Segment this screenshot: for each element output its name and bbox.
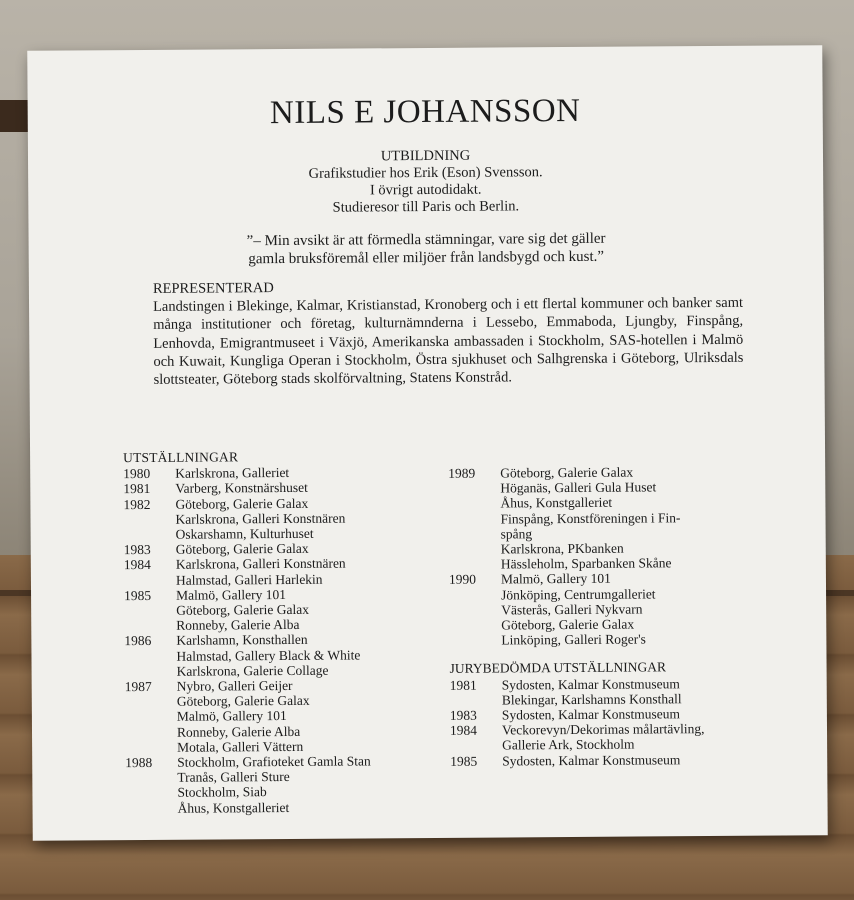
exhibition-entry	[449, 570, 780, 648]
exhibition-year: 1984	[123, 557, 151, 573]
exhibition-places	[502, 721, 780, 753]
education-line: Grafikstudier hos Erik (Eson) Svensson.	[308, 164, 543, 182]
exhibition-entry	[450, 675, 780, 708]
exhibition-venue: Karlskrona, Galerie Collage	[176, 662, 329, 679]
exhibitions-list-left	[123, 464, 445, 816]
quote-line: ”– Min avsikt är att förmedla stämningar, vare sig det gäller	[246, 230, 606, 250]
exhibition-places	[177, 753, 445, 816]
exhibition-venue: Halmstad, Gallery Black & White	[176, 647, 361, 664]
exhibition-venue: Göteborg, Galerie Galax	[501, 616, 635, 633]
exhibition-entry	[124, 631, 444, 679]
exhibition-entry	[450, 721, 780, 754]
exhibitions-left-column	[123, 448, 446, 816]
juried-heading: JURYBEDÖMDA UTSTÄLLNINGAR	[449, 659, 667, 677]
exhibition-venue: Västerås, Galleri Nykvarn	[501, 601, 643, 618]
exhibition-places	[501, 570, 780, 648]
education-section	[28, 145, 823, 219]
exhibition-places	[177, 677, 446, 755]
exhibitions-heading: UTSTÄLLNINGAR	[123, 449, 239, 466]
exhibition-venue: Oskarshamn, Kulturhuset	[175, 525, 314, 542]
exhibition-venue: Karlskrona, PKbanken	[500, 540, 624, 557]
exhibition-venue: Varberg, Konstnärshuset	[175, 480, 308, 497]
exhibition-venue: Linköping, Galleri Roger's	[501, 631, 646, 648]
exhibition-entry	[124, 555, 444, 588]
exhibition-entry	[450, 751, 780, 769]
exhibition-venue: Ronneby, Galerie Alba	[176, 723, 301, 740]
exhibition-venue: Sydosten, Kalmar Konstmuseum	[502, 751, 681, 769]
exhibition-venue: Nybro, Galleri Geijer	[176, 677, 293, 694]
exhibition-year: 1985	[450, 753, 478, 769]
exhibition-venue: Blekingar, Karlshamns Konsthall	[501, 691, 682, 708]
exhibition-venue: Stockholm, Siab	[177, 784, 267, 801]
exhibition-year: 1988	[125, 754, 153, 771]
represented-text: Landstingen i Blekinge, Kalmar, Kristianstad, Kronoberg och i ett flertal kommuner och banker samt många institutioner och företag, kulturnämnderna i Lessebo, Emmaboda, Ljungby, Finspång, Lenhovda, Emigrantmuseet i Växjö, Amerikanska ambassaden i Stockholm, SAS-hotellen i Malmö och Kuwait, Kungliga Operan i Stockholm, Östra sjukhuset och Salhgrenska i Göteborg, Ulriksdals slottsteater, Göteborg stads skolförvaltning, Statens Konstråd.	[152, 294, 744, 388]
exhibition-venue: Göteborg, Galerie Galax	[176, 693, 310, 710]
exhibition-venue: Åhus, Konstgalleriet	[177, 799, 290, 816]
juried-list	[450, 675, 781, 769]
document-sheet	[27, 45, 827, 841]
exhibition-venue: Tranås, Galleri Sture	[177, 769, 290, 786]
exhibition-venue: Motala, Galleri Vättern	[177, 738, 304, 755]
exhibition-venue: Karlskrona, Galleriet	[175, 465, 290, 481]
exhibition-year: 1981	[449, 677, 477, 693]
exhibition-places	[176, 555, 444, 587]
exhibition-year: 1989	[448, 465, 476, 481]
exhibition-venue: spång	[500, 526, 533, 542]
exhibition-venue: Sydosten, Kalmar Konstmuseum	[501, 675, 680, 693]
artist-quote	[29, 228, 824, 270]
exhibition-venue: Karlskrona, Galleri Konstnären	[175, 510, 346, 527]
exhibition-venue: Gallerie Ark, Stockholm	[502, 737, 635, 753]
education-line: Studieresor till Paris och Berlin.	[332, 198, 520, 216]
exhibition-venue: Ronneby, Galerie Alba	[176, 617, 300, 633]
represented-section	[153, 276, 744, 389]
exhibition-venue: Höganäs, Galleri Gula Huset	[500, 479, 657, 496]
exhibition-venue: Karlshamn, Konsthallen	[176, 632, 308, 649]
exhibition-venue: Karlskrona, Galleri Konstnären	[175, 555, 346, 573]
exhibition-venue: Jönköping, Centrumgalleriet	[501, 586, 656, 603]
exhibition-venue: Sydosten, Kalmar Konstmuseum	[501, 706, 681, 723]
exhibition-year: 1990	[448, 572, 477, 588]
exhibitions-right-column	[448, 464, 780, 769]
exhibition-venue: Veckorevyn/Dekorimas målartävling,	[501, 721, 705, 738]
document-title: NILS E JOHANSSON	[269, 92, 581, 132]
exhibition-places	[175, 494, 443, 541]
exhibition-entry	[123, 494, 443, 542]
represented-heading: REPRESENTERAD	[152, 280, 274, 297]
exhibition-year: 1981	[123, 481, 151, 497]
education-line: I övrigt autodidakt.	[369, 181, 482, 199]
quote-line: gamla bruksföremål eller miljöer från landsbygd och kust.”	[248, 248, 605, 268]
exhibition-venue: Göteborg, Galerie Galax	[176, 601, 310, 618]
exhibition-venue: Hässleholm, Sparbanken Skåne	[500, 555, 672, 572]
exhibition-venue: Åhus, Konstgalleriet	[500, 495, 613, 511]
exhibition-places	[502, 675, 780, 707]
exhibition-entry	[125, 677, 446, 755]
exhibitions-list-right	[448, 464, 779, 649]
exhibition-places	[176, 586, 444, 633]
exhibition-venue: Malmö, Gallery 101	[176, 586, 286, 603]
exhibition-places	[176, 631, 444, 678]
exhibition-venue: Malmö, Gallery 101	[176, 708, 287, 725]
exhibition-venue: Göteborg, Galerie Galax	[500, 464, 634, 481]
exhibition-places	[502, 751, 780, 768]
exhibition-year: 1983	[449, 707, 477, 723]
exhibition-entry	[124, 586, 444, 634]
exhibition-venue: Halmstad, Galleri Harlekin	[175, 571, 323, 588]
exhibition-year: 1982	[123, 496, 151, 512]
exhibition-entry	[448, 464, 779, 573]
exhibition-year: 1985	[124, 587, 152, 603]
exhibition-venue: Göteborg, Galerie Galax	[175, 495, 309, 512]
exhibition-year: 1986	[124, 633, 152, 649]
exhibition-year: 1980	[123, 466, 151, 482]
exhibition-places	[500, 464, 779, 572]
exhibition-year: 1984	[449, 722, 478, 739]
exhibition-year: 1983	[123, 542, 151, 558]
exhibition-venue: Stockholm, Grafioteket Gamla Stan	[177, 753, 371, 770]
education-heading: UTBILDNING	[380, 147, 471, 165]
exhibition-venue: Finspång, Konstföreningen i Fin-	[500, 509, 681, 527]
exhibition-venue: Göteborg, Galerie Galax	[175, 541, 309, 557]
exhibition-entry	[125, 753, 445, 816]
exhibition-year: 1987	[124, 678, 152, 695]
exhibition-venue: Malmö, Gallery 101	[500, 571, 611, 587]
